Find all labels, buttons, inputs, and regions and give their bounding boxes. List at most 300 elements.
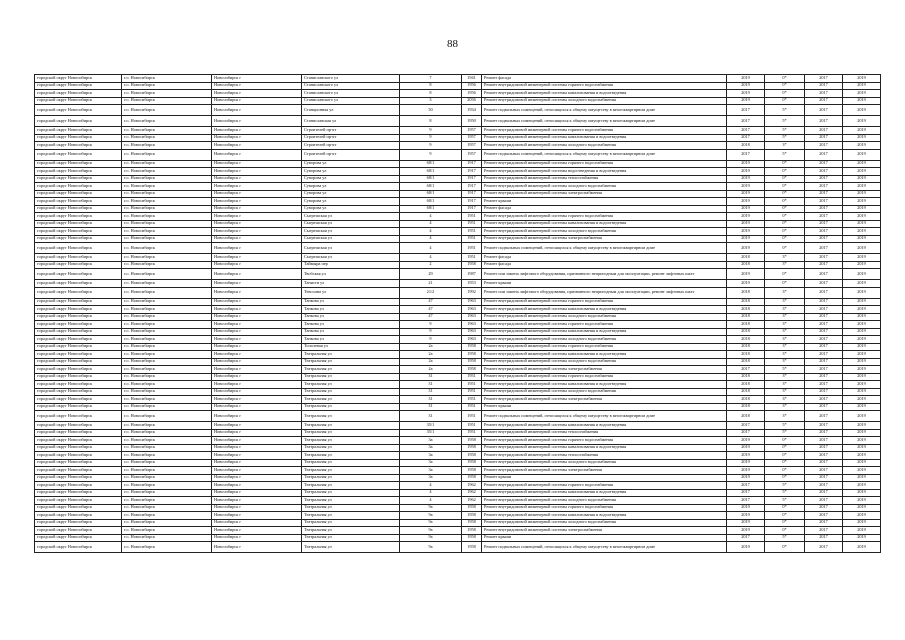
street-cell: Тевосина ул <box>302 287 400 298</box>
locality-cell: г.о. Новосибирск <box>122 474 212 482</box>
locality-cell: г.о. Новосибирск <box>122 134 212 142</box>
city-cell: Новосибирск г <box>212 411 302 422</box>
city-cell: Новосибирск г <box>212 261 302 269</box>
plan-year-cell: 2019 <box>727 527 765 535</box>
start-year-cell: 2017 <box>805 343 843 351</box>
table-row <box>35 321 881 329</box>
start-year-cell: 2017 <box>805 381 843 389</box>
table-row <box>35 82 881 90</box>
locality-cell: г.о. Новосибирск <box>122 411 212 422</box>
start-year-cell: 2017 <box>805 254 843 262</box>
indicator-cell: 3* <box>765 381 805 389</box>
indicator-cell: 3* <box>765 306 805 314</box>
street-cell: Театральная ул <box>302 452 400 460</box>
end-year-cell: 2019 <box>843 168 881 176</box>
start-year-cell: 2017 <box>805 213 843 221</box>
locality-cell: г.о. Новосибирск <box>122 381 212 389</box>
indicator-cell: 3* <box>765 328 805 336</box>
house-cell: 9 <box>400 134 462 142</box>
street-cell: Театральная ул <box>302 482 400 490</box>
plan-year-cell: 2017 <box>727 127 765 135</box>
district-cell: городской округ Новосибирск <box>35 280 122 288</box>
table-row <box>35 235 881 243</box>
plan-year-cell: 2019 <box>727 512 765 520</box>
house-cell: 7 <box>400 75 462 83</box>
locality-cell: г.о. Новосибирск <box>122 97 212 105</box>
end-year-cell: 2019 <box>843 298 881 306</box>
indicator-cell: 3* <box>765 336 805 344</box>
house-cell: 9 <box>400 149 462 160</box>
plan-year-cell: 2019 <box>727 168 765 176</box>
end-year-cell: 2019 <box>843 254 881 262</box>
indicator-cell: 0* <box>765 542 805 553</box>
district-cell: городской округ Новосибирск <box>35 366 122 374</box>
locality-cell: г.о. Новосибирск <box>122 175 212 183</box>
start-year-cell: 2017 <box>805 306 843 314</box>
street-cell: Строителей пр-кт <box>302 149 400 160</box>
street-cell: Станиславского ул <box>302 75 400 83</box>
plan-year-cell: 2017 <box>727 429 765 437</box>
start-year-cell: 2017 <box>805 422 843 430</box>
city-cell: Новосибирск г <box>212 467 302 475</box>
work-type-cell: Ремонт фасада <box>482 254 727 262</box>
year-cell: 1953 <box>462 280 482 288</box>
street-cell: Танисти ул <box>302 280 400 288</box>
indicator-cell: 3* <box>765 254 805 262</box>
house-cell: 47 <box>400 298 462 306</box>
plan-year-cell: 2019 <box>727 437 765 445</box>
district-cell: городской округ Новосибирск <box>35 519 122 527</box>
work-type-cell: Ремонт внутридомовой инженерной системы электроснабжения <box>482 366 727 374</box>
house-cell: 47 <box>400 306 462 314</box>
city-cell: Новосибирск г <box>212 482 302 490</box>
district-cell: городской округ Новосибирск <box>35 452 122 460</box>
plan-year-cell: 2019 <box>727 228 765 236</box>
year-cell: 1958 <box>462 459 482 467</box>
street-cell: Строителей пр-кт <box>302 134 400 142</box>
house-cell: 8 <box>400 90 462 98</box>
end-year-cell: 2019 <box>843 175 881 183</box>
district-cell: городской округ Новосибирск <box>35 243 122 254</box>
district-cell: городской округ Новосибирск <box>35 313 122 321</box>
city-cell: Новосибирск г <box>212 160 302 168</box>
end-year-cell: 2019 <box>843 97 881 105</box>
city-cell: Новосибирск г <box>212 75 302 83</box>
city-cell: Новосибирск г <box>212 213 302 221</box>
locality-cell: г.о. Новосибирск <box>122 328 212 336</box>
work-type-cell: Ремонт внутридомовой инженерной системы электроснабжения <box>482 235 727 243</box>
indicator-cell: 5* <box>765 429 805 437</box>
indicator-cell: 3* <box>765 343 805 351</box>
plan-year-cell: 2019 <box>727 82 765 90</box>
city-cell: Новосибирск г <box>212 198 302 206</box>
locality-cell: г.о. Новосибирск <box>122 321 212 329</box>
city-cell: Новосибирск г <box>212 396 302 404</box>
district-cell: городской округ Новосибирск <box>35 474 122 482</box>
table-row <box>35 328 881 336</box>
work-type-cell: Ремонт внутридомовой инженерной системы холодного водоснабжения <box>482 388 727 396</box>
start-year-cell: 2017 <box>805 298 843 306</box>
indicator-cell: 3* <box>765 396 805 404</box>
plan-year-cell: 2017 <box>727 482 765 490</box>
city-cell: Новосибирск г <box>212 149 302 160</box>
house-cell: 68/1 <box>400 175 462 183</box>
district-cell: городской округ Новосибирск <box>35 269 122 280</box>
year-cell: 1958 <box>462 534 482 542</box>
table-row <box>35 482 881 490</box>
table-row <box>35 183 881 191</box>
locality-cell: г.о. Новосибирск <box>122 542 212 553</box>
year-cell: 1958 <box>462 474 482 482</box>
end-year-cell: 2019 <box>843 105 881 116</box>
locality-cell: г.о. Новосибирск <box>122 235 212 243</box>
locality-cell: г.о. Новосибирск <box>122 149 212 160</box>
plan-year-cell: 2019 <box>727 474 765 482</box>
locality-cell: г.о. Новосибирск <box>122 142 212 150</box>
table-row <box>35 205 881 213</box>
table-row <box>35 149 881 160</box>
work-type-cell: Ремонт внутридомовой инженерной системы горячего водоснабжения <box>482 160 727 168</box>
locality-cell: г.о. Новосибирск <box>122 127 212 135</box>
work-type-cell: Ремонт подвальных помещений, относящихся к общему имуществу в многоквартирном доме <box>482 542 727 553</box>
plan-year-cell: 2019 <box>727 160 765 168</box>
house-cell: 68/1 <box>400 198 462 206</box>
end-year-cell: 2019 <box>843 452 881 460</box>
locality-cell: г.о. Новосибирск <box>122 243 212 254</box>
indicator-cell: 5* <box>765 116 805 127</box>
year-cell: 1958 <box>462 261 482 269</box>
end-year-cell: 2019 <box>843 534 881 542</box>
table-row <box>35 422 881 430</box>
indicator-cell: 5* <box>765 422 805 430</box>
plan-year-cell: 2018 <box>727 306 765 314</box>
city-cell: Новосибирск г <box>212 306 302 314</box>
year-cell: 1957 <box>462 134 482 142</box>
street-cell: Театральная ул <box>302 358 400 366</box>
plan-year-cell: 2018 <box>727 261 765 269</box>
work-type-cell: Ремонт внутридомовой инженерной системы горячего водоснабжения <box>482 213 727 221</box>
end-year-cell: 2019 <box>843 321 881 329</box>
district-cell: городской округ Новосибирск <box>35 396 122 404</box>
house-cell: 68/1 <box>400 160 462 168</box>
street-cell: Театральная ул <box>302 542 400 553</box>
table-row <box>35 497 881 505</box>
street-cell: Танкова ул <box>302 313 400 321</box>
city-cell: Новосибирск г <box>212 343 302 351</box>
indicator-cell: 3* <box>765 321 805 329</box>
indicator-cell: 0* <box>765 437 805 445</box>
year-cell: 1956 <box>462 90 482 98</box>
end-year-cell: 2019 <box>843 160 881 168</box>
end-year-cell: 2019 <box>843 235 881 243</box>
district-cell: городской округ Новосибирск <box>35 142 122 150</box>
house-cell: 68/1 <box>400 205 462 213</box>
year-cell: 1917 <box>462 175 482 183</box>
indicator-cell: 0* <box>765 175 805 183</box>
street-cell: Суворова ул <box>302 175 400 183</box>
plan-year-cell: 2017 <box>727 422 765 430</box>
plan-year-cell: 2019 <box>727 190 765 198</box>
street-cell: Театральная ул <box>302 489 400 497</box>
indicator-cell: 0* <box>765 168 805 176</box>
end-year-cell: 2019 <box>843 142 881 150</box>
district-cell: городской округ Новосибирск <box>35 422 122 430</box>
city-cell: Новосибирск г <box>212 373 302 381</box>
plan-year-cell: 2019 <box>727 459 765 467</box>
table-row <box>35 366 881 374</box>
street-cell: Тополевая ул <box>302 343 400 351</box>
start-year-cell: 2017 <box>805 183 843 191</box>
work-type-cell: Ремонт внутридомовой инженерной системы горячего водоснабжения <box>482 321 727 329</box>
work-type-cell: Ремонт крыши <box>482 198 727 206</box>
city-cell: Новосибирск г <box>212 313 302 321</box>
work-type-cell: Ремонт внутридомовой инженерной системы горячего водоснабжения <box>482 298 727 306</box>
year-cell: 1917 <box>462 160 482 168</box>
city-cell: Новосибирск г <box>212 298 302 306</box>
district-cell: городской округ Новосибирск <box>35 527 122 535</box>
district-cell: городской округ Новосибирск <box>35 437 122 445</box>
district-cell: городской округ Новосибирск <box>35 403 122 411</box>
plan-year-cell: 2017 <box>727 149 765 160</box>
end-year-cell: 2019 <box>843 336 881 344</box>
locality-cell: г.о. Новосибирск <box>122 429 212 437</box>
locality-cell: г.о. Новосибирск <box>122 512 212 520</box>
start-year-cell: 2017 <box>805 444 843 452</box>
year-cell: 1951 <box>462 373 482 381</box>
table-row <box>35 198 881 206</box>
locality-cell: г.о. Новосибирск <box>122 90 212 98</box>
work-type-cell: Ремонт внутридомовой инженерной системы водоотведения и водоотведения <box>482 168 727 176</box>
locality-cell: г.о. Новосибирск <box>122 198 212 206</box>
start-year-cell: 2017 <box>805 149 843 160</box>
indicator-cell: 3* <box>765 351 805 359</box>
indicator-cell: 5* <box>765 534 805 542</box>
plan-year-cell: 2017 <box>727 366 765 374</box>
end-year-cell: 2019 <box>843 213 881 221</box>
city-cell: Новосибирск г <box>212 228 302 236</box>
start-year-cell: 2017 <box>805 190 843 198</box>
end-year-cell: 2019 <box>843 429 881 437</box>
start-year-cell: 2017 <box>805 243 843 254</box>
indicator-cell: 5* <box>765 497 805 505</box>
city-cell: Новосибирск г <box>212 269 302 280</box>
work-type-cell: Ремонт внутридомовой инженерной системы теплоснабжения <box>482 452 727 460</box>
end-year-cell: 2019 <box>843 198 881 206</box>
year-cell: 1957 <box>462 142 482 150</box>
year-cell: 1917 <box>462 168 482 176</box>
street-cell: Сыгрешская ул <box>302 243 400 254</box>
street-cell: Театральная ул <box>302 459 400 467</box>
house-cell: 2а <box>400 343 462 351</box>
locality-cell: г.о. Новосибирск <box>122 313 212 321</box>
end-year-cell: 2019 <box>843 90 881 98</box>
table-row <box>35 336 881 344</box>
district-cell: городской округ Новосибирск <box>35 504 122 512</box>
house-cell: 9а <box>400 519 462 527</box>
start-year-cell: 2017 <box>805 134 843 142</box>
end-year-cell: 2019 <box>843 512 881 520</box>
start-year-cell: 2017 <box>805 168 843 176</box>
plan-year-cell: 2019 <box>727 205 765 213</box>
district-cell: городской округ Новосибирск <box>35 287 122 298</box>
end-year-cell: 2019 <box>843 269 881 280</box>
year-cell: 1951 <box>462 429 482 437</box>
locality-cell: г.о. Новосибирск <box>122 351 212 359</box>
house-cell: 31 <box>400 373 462 381</box>
street-cell: Театральная ул <box>302 512 400 520</box>
house-cell: 9 <box>400 328 462 336</box>
plan-year-cell: 2018 <box>727 358 765 366</box>
table-row <box>35 459 881 467</box>
house-cell: 4 <box>400 254 462 262</box>
work-type-cell: Ремонт внутридомовой инженерной системы горячего водоснабжения <box>482 343 727 351</box>
street-cell: Танкова ул <box>302 328 400 336</box>
city-cell: Новосибирск г <box>212 90 302 98</box>
house-cell: 31 <box>400 381 462 389</box>
indicator-cell: 5* <box>765 134 805 142</box>
street-cell: Театральная ул <box>302 411 400 422</box>
city-cell: Новосибирск г <box>212 190 302 198</box>
table-row <box>35 168 881 176</box>
district-cell: городской округ Новосибирск <box>35 105 122 116</box>
indicator-cell: 3* <box>765 261 805 269</box>
table-row <box>35 142 881 150</box>
city-cell: Новосибирск г <box>212 358 302 366</box>
start-year-cell: 2017 <box>805 497 843 505</box>
district-cell: городской округ Новосибирск <box>35 261 122 269</box>
house-cell: 31 <box>400 396 462 404</box>
district-cell: городской округ Новосибирск <box>35 213 122 221</box>
street-cell: Суворова ул <box>302 198 400 206</box>
street-cell: Станиславского ул <box>302 97 400 105</box>
street-cell: Театральная ул <box>302 504 400 512</box>
indicator-cell: 0* <box>765 190 805 198</box>
year-cell: 1934 <box>462 105 482 116</box>
table-row <box>35 444 881 452</box>
city-cell: Новосибирск г <box>212 116 302 127</box>
house-cell: 4 <box>400 497 462 505</box>
street-cell: Сыгрешская ул <box>302 228 400 236</box>
plan-year-cell: 2018 <box>727 388 765 396</box>
end-year-cell: 2019 <box>843 474 881 482</box>
plan-year-cell: 2019 <box>727 467 765 475</box>
locality-cell: г.о. Новосибирск <box>122 306 212 314</box>
city-cell: Новосибирск г <box>212 452 302 460</box>
plan-year-cell: 2017 <box>727 134 765 142</box>
end-year-cell: 2019 <box>843 183 881 191</box>
plan-year-cell: 2018 <box>727 142 765 150</box>
year-cell: 1962 <box>462 497 482 505</box>
start-year-cell: 2017 <box>805 313 843 321</box>
indicator-cell: 5* <box>765 482 805 490</box>
district-cell: городской округ Новосибирск <box>35 459 122 467</box>
year-cell: 1958 <box>462 467 482 475</box>
start-year-cell: 2017 <box>805 228 843 236</box>
table-row <box>35 411 881 422</box>
table-row <box>35 160 881 168</box>
work-type-cell: Ремонт внутридомовой инженерной системы холодного водоснабжения <box>482 519 727 527</box>
city-cell: Новосибирск г <box>212 403 302 411</box>
district-cell: городской округ Новосибирск <box>35 381 122 389</box>
street-cell: Театральная ул <box>302 351 400 359</box>
plan-year-cell: 2019 <box>727 269 765 280</box>
indicator-cell: 0* <box>765 205 805 213</box>
table-row <box>35 467 881 475</box>
house-cell: 35/1 <box>400 429 462 437</box>
plan-year-cell: 2018 <box>727 313 765 321</box>
end-year-cell: 2019 <box>843 116 881 127</box>
start-year-cell: 2017 <box>805 504 843 512</box>
year-cell: 1962 <box>462 489 482 497</box>
district-cell: городской округ Новосибирск <box>35 190 122 198</box>
work-type-cell: Ремонт внутридомовой инженерной системы электроснабжения <box>482 467 727 475</box>
indicator-cell: 0* <box>765 452 805 460</box>
end-year-cell: 2019 <box>843 82 881 90</box>
end-year-cell: 2019 <box>843 444 881 452</box>
year-cell: 1917 <box>462 198 482 206</box>
indicator-cell: 0* <box>765 228 805 236</box>
end-year-cell: 2019 <box>843 482 881 490</box>
work-type-cell: Ремонт внутридомовой инженерной системы холодного водоснабжения <box>482 313 727 321</box>
year-cell: 1992 <box>462 287 482 298</box>
year-cell: 1958 <box>462 351 482 359</box>
work-type-cell: Ремонт внутридомовой инженерной системы канализования и водоотведения <box>482 381 727 389</box>
year-cell: 1958 <box>462 519 482 527</box>
district-cell: городской округ Новосибирск <box>35 411 122 422</box>
start-year-cell: 2017 <box>805 336 843 344</box>
work-type-cell: Ремонт внутридомовой инженерной системы электроснабжения <box>482 527 727 535</box>
district-cell: городской округ Новосибирск <box>35 160 122 168</box>
indicator-cell: 3* <box>765 313 805 321</box>
district-cell: городской округ Новосибирск <box>35 134 122 142</box>
end-year-cell: 2019 <box>843 459 881 467</box>
table-row <box>35 534 881 542</box>
start-year-cell: 2017 <box>805 388 843 396</box>
indicator-cell: 0* <box>765 97 805 105</box>
work-type-cell: Ремонт внутридомовой инженерной системы горячего водоснабжения <box>482 437 727 445</box>
plan-year-cell: 2019 <box>727 90 765 98</box>
start-year-cell: 2017 <box>805 280 843 288</box>
district-cell: городской округ Новосибирск <box>35 321 122 329</box>
indicator-cell: 5* <box>765 149 805 160</box>
house-cell: 21 <box>400 280 462 288</box>
start-year-cell: 2017 <box>805 175 843 183</box>
table-row <box>35 116 881 127</box>
house-cell: 4 <box>400 220 462 228</box>
page-number: 88 <box>447 38 458 50</box>
locality-cell: г.о. Новосибирск <box>122 366 212 374</box>
work-type-cell: Ремонт внутридомовой инженерной системы горячего водоснабжения <box>482 373 727 381</box>
work-type-cell: Ремонт внутридомовой инженерной системы холодного водоснабжения <box>482 497 727 505</box>
plan-year-cell: 2019 <box>727 175 765 183</box>
work-type-cell: Ремонт внутридомовой инженерной системы холодного водоснабжения <box>482 142 727 150</box>
end-year-cell: 2019 <box>843 149 881 160</box>
plan-year-cell: 2018 <box>727 403 765 411</box>
locality-cell: г.о. Новосибирск <box>122 396 212 404</box>
plan-year-cell: 2018 <box>727 411 765 422</box>
city-cell: Новосибирск г <box>212 459 302 467</box>
table-row <box>35 306 881 314</box>
street-cell: Театральная ул <box>302 444 400 452</box>
indicator-cell: 5* <box>765 127 805 135</box>
house-cell: 9а <box>400 504 462 512</box>
year-cell: 1917 <box>462 205 482 213</box>
locality-cell: г.о. Новосибирск <box>122 504 212 512</box>
district-cell: городской округ Новосибирск <box>35 306 122 314</box>
district-cell: городской округ Новосибирск <box>35 183 122 191</box>
house-cell: 8 <box>400 82 462 90</box>
work-type-cell: Ремонт внутридомовой инженерной системы канализования и водоотведения <box>482 444 727 452</box>
